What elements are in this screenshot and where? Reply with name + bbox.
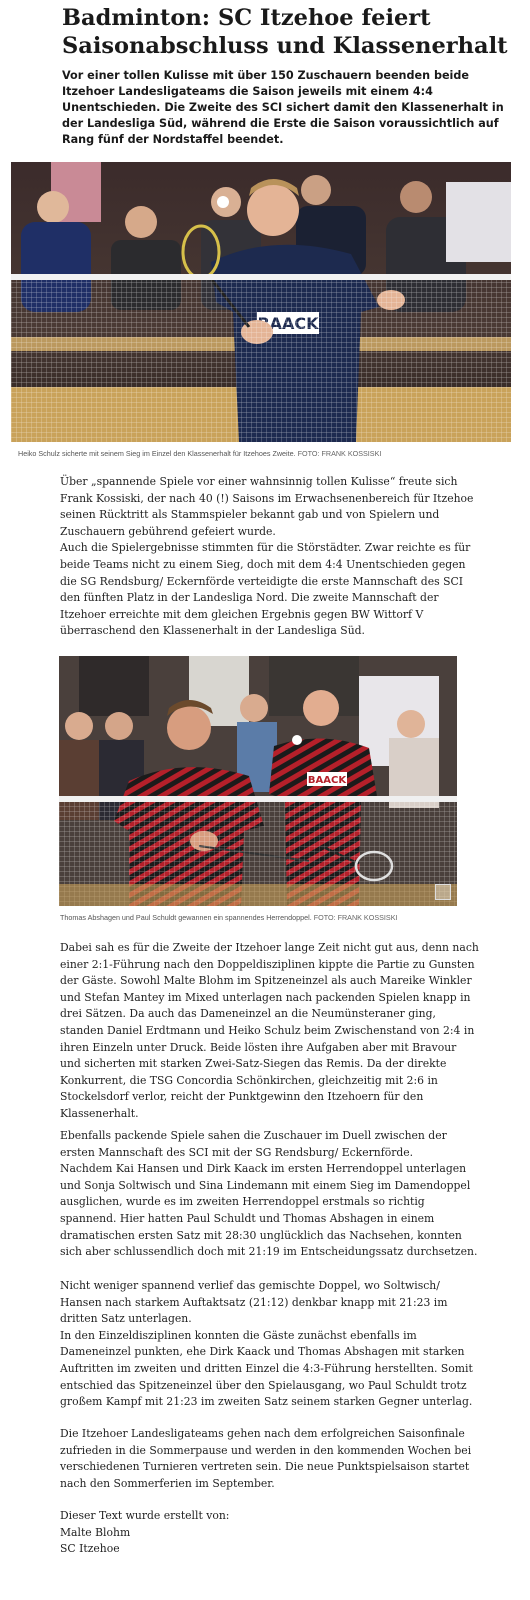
article-block-3 (60, 1128, 480, 1261)
photo-2-caption (60, 913, 480, 923)
paragraph: Die Itzehoer Landesligateams gehen nach dem erfolgreichen Saisonfinale zufrieden in die Sommerpause und werden in den kommenden Wochen bei verschiedenen Turnieren vertreten sein. Die neue Punktspielsaison startet nach den Sommerferien im September. (60, 1427, 472, 1490)
photo-2-image (59, 656, 457, 906)
photo-2-credit: FOTO: FRANK KOSSISKI (313, 913, 398, 922)
author-block (60, 1508, 480, 1558)
photo-1-caption-text: Heiko Schulz sicherte mit seinem Sieg im Einzel den Klassenerhalt für Itzehoes Zweite. (18, 449, 296, 458)
expand-icon[interactable] (435, 884, 451, 900)
page-title: Badminton: SC Itzehoe feiert Saisonabschluss und Klassenerhalt (62, 5, 508, 59)
photo-1-image (11, 162, 511, 442)
paragraph: In den Einzeldisziplinen konnten die Gäste zunächst ebenfalls im Dameneinzel punkten, ehe Dirk Kaack und Thomas Abshagen mit starken Auftritten im zweiten und dritten Einzel die 4:3-Führung herstellten. Somit entschied das Spitzeneinzel über den Spielausgang, wo Paul Schuldt trotz großem Kampf mit 21:23 im zweiten Satz seinem starken Gegner unterlag. (60, 1328, 473, 1409)
author-club: SC Itzehoe (60, 1542, 120, 1556)
paragraph: Nachdem Kai Hansen und Dirk Kaack im ersten Herrendoppel unterlagen und Sonja Soltwisch und Sina Lindemann mit einem Sieg im Damendoppel ausglichen, wurde es im zweiten Herrendoppel erstmals so richtig spannend. Hier hatten Paul Schuldt und Thomas Abshagen in einem dramatischen ersten Satz mit 28:30 unglücklich das Nachsehen, konnten sich aber schlussendlich doch mit 21:19 im Entscheidungssatz durchsetzen. (60, 1162, 478, 1259)
paragraph: Dabei sah es für die Zweite der Itzehoer lange Zeit nicht gut aus, denn nach einer 2:1-Führung nach den Doppeldisziplinen kippte die Partie zu Gunsten der Gäste. Sowohl Malte Blohm im Spitzeneinzel als auch Mareike Winkler und Stefan Mantey im Mixed unterlagen nach packenden Spielen knapp in drei Sätzen. Da auch das Dameneinzel an die Neumünsteraner ging, standen Daniel Erdtmann und Heiko Schulz beim Zwischenstand von 2:4 in ihren Einzeln unter Druck. Beide lösten ihre Aufgaben aber mit Bravour und sicherten mit starken Zwei-Satz-Siegen das Remis. Da der direkte Konkurrent, die TSG Concordia Schönkirchen, gleichzeitig mit 2:6 in Stockelsdorf verlor, reicht der Punktgewinn den Itzehoern für den Klassenerhalt. (60, 941, 479, 1120)
author-name: Malte Blohm (60, 1525, 131, 1539)
photo-1-credit: FOTO: FRANK KOSSISKI (297, 449, 382, 458)
photo-2-caption-text: Thomas Abshagen und Paul Schuldt gewannen ein spannendes Herrendoppel. (60, 913, 312, 922)
photo-2-shirt-text: BAACK (307, 775, 347, 786)
paragraph: Über „spannende Spiele vor einer wahnsinnig tollen Kulisse“ freute sich Frank Kossiski, der nach 40 (!) Saisons im Erwachsenenbereich für Itzehoe seinen Rücktritt als Stammspieler bekannt gab und von Spielern und Zuschauern gebührend gefeiert wurde. (60, 475, 474, 538)
article-lead: Vor einer tollen Kulisse mit über 150 Zuschauern beenden beide Itzehoer Landesligateams die Saison jeweils mit einem 4:4 Unentschieden. Die Zweite des SCI sichert damit den Klassenerhalt in der Landesliga Süd, während die Erste die Saison voraussichtlich auf Rang fünf der Nordstaffel beendet. (62, 69, 504, 146)
article-photo-1[interactable] (11, 162, 511, 442)
article-block-1 (60, 474, 480, 640)
paragraph: Ebenfalls packende Spiele sahen die Zuschauer im Duell zwischen der ersten Mannschaft des SCI mit der SG Rendsburg/ Eckernförde. (60, 1129, 447, 1159)
article-block-4 (60, 1278, 480, 1411)
article-block-2 (60, 940, 480, 1123)
photo-1-caption (18, 449, 518, 459)
article-photo-2[interactable] (59, 656, 457, 906)
author-intro: Dieser Text wurde erstellt von: (60, 1509, 230, 1522)
article-block-5 (60, 1426, 480, 1492)
paragraph: Auch die Spielergebnisse stimmten für die Störstädter. Zwar reichte es für beide Teams nicht zu einem Sieg, doch mit dem 4:4 Unentschieden gegen die SG Rendsburg/ Eckernförde verteidigte die erste Mannschaft des SCI den fünften Platz in der Landesliga Nord. Die zweite Mannschaft der Itzehoer erreichte mit dem gleichen Ergebnis gegen BW Wittorf V überraschend den Klassenerhalt in der Landesliga Süd. (60, 541, 471, 638)
paragraph: Nicht weniger spannend verlief das gemischte Doppel, wo Soltwisch/ Hansen nach starkem Auftaktsatz (21:12) denkbar knapp mit 21:23 im dritten Satz unterlagen. (60, 1279, 448, 1326)
